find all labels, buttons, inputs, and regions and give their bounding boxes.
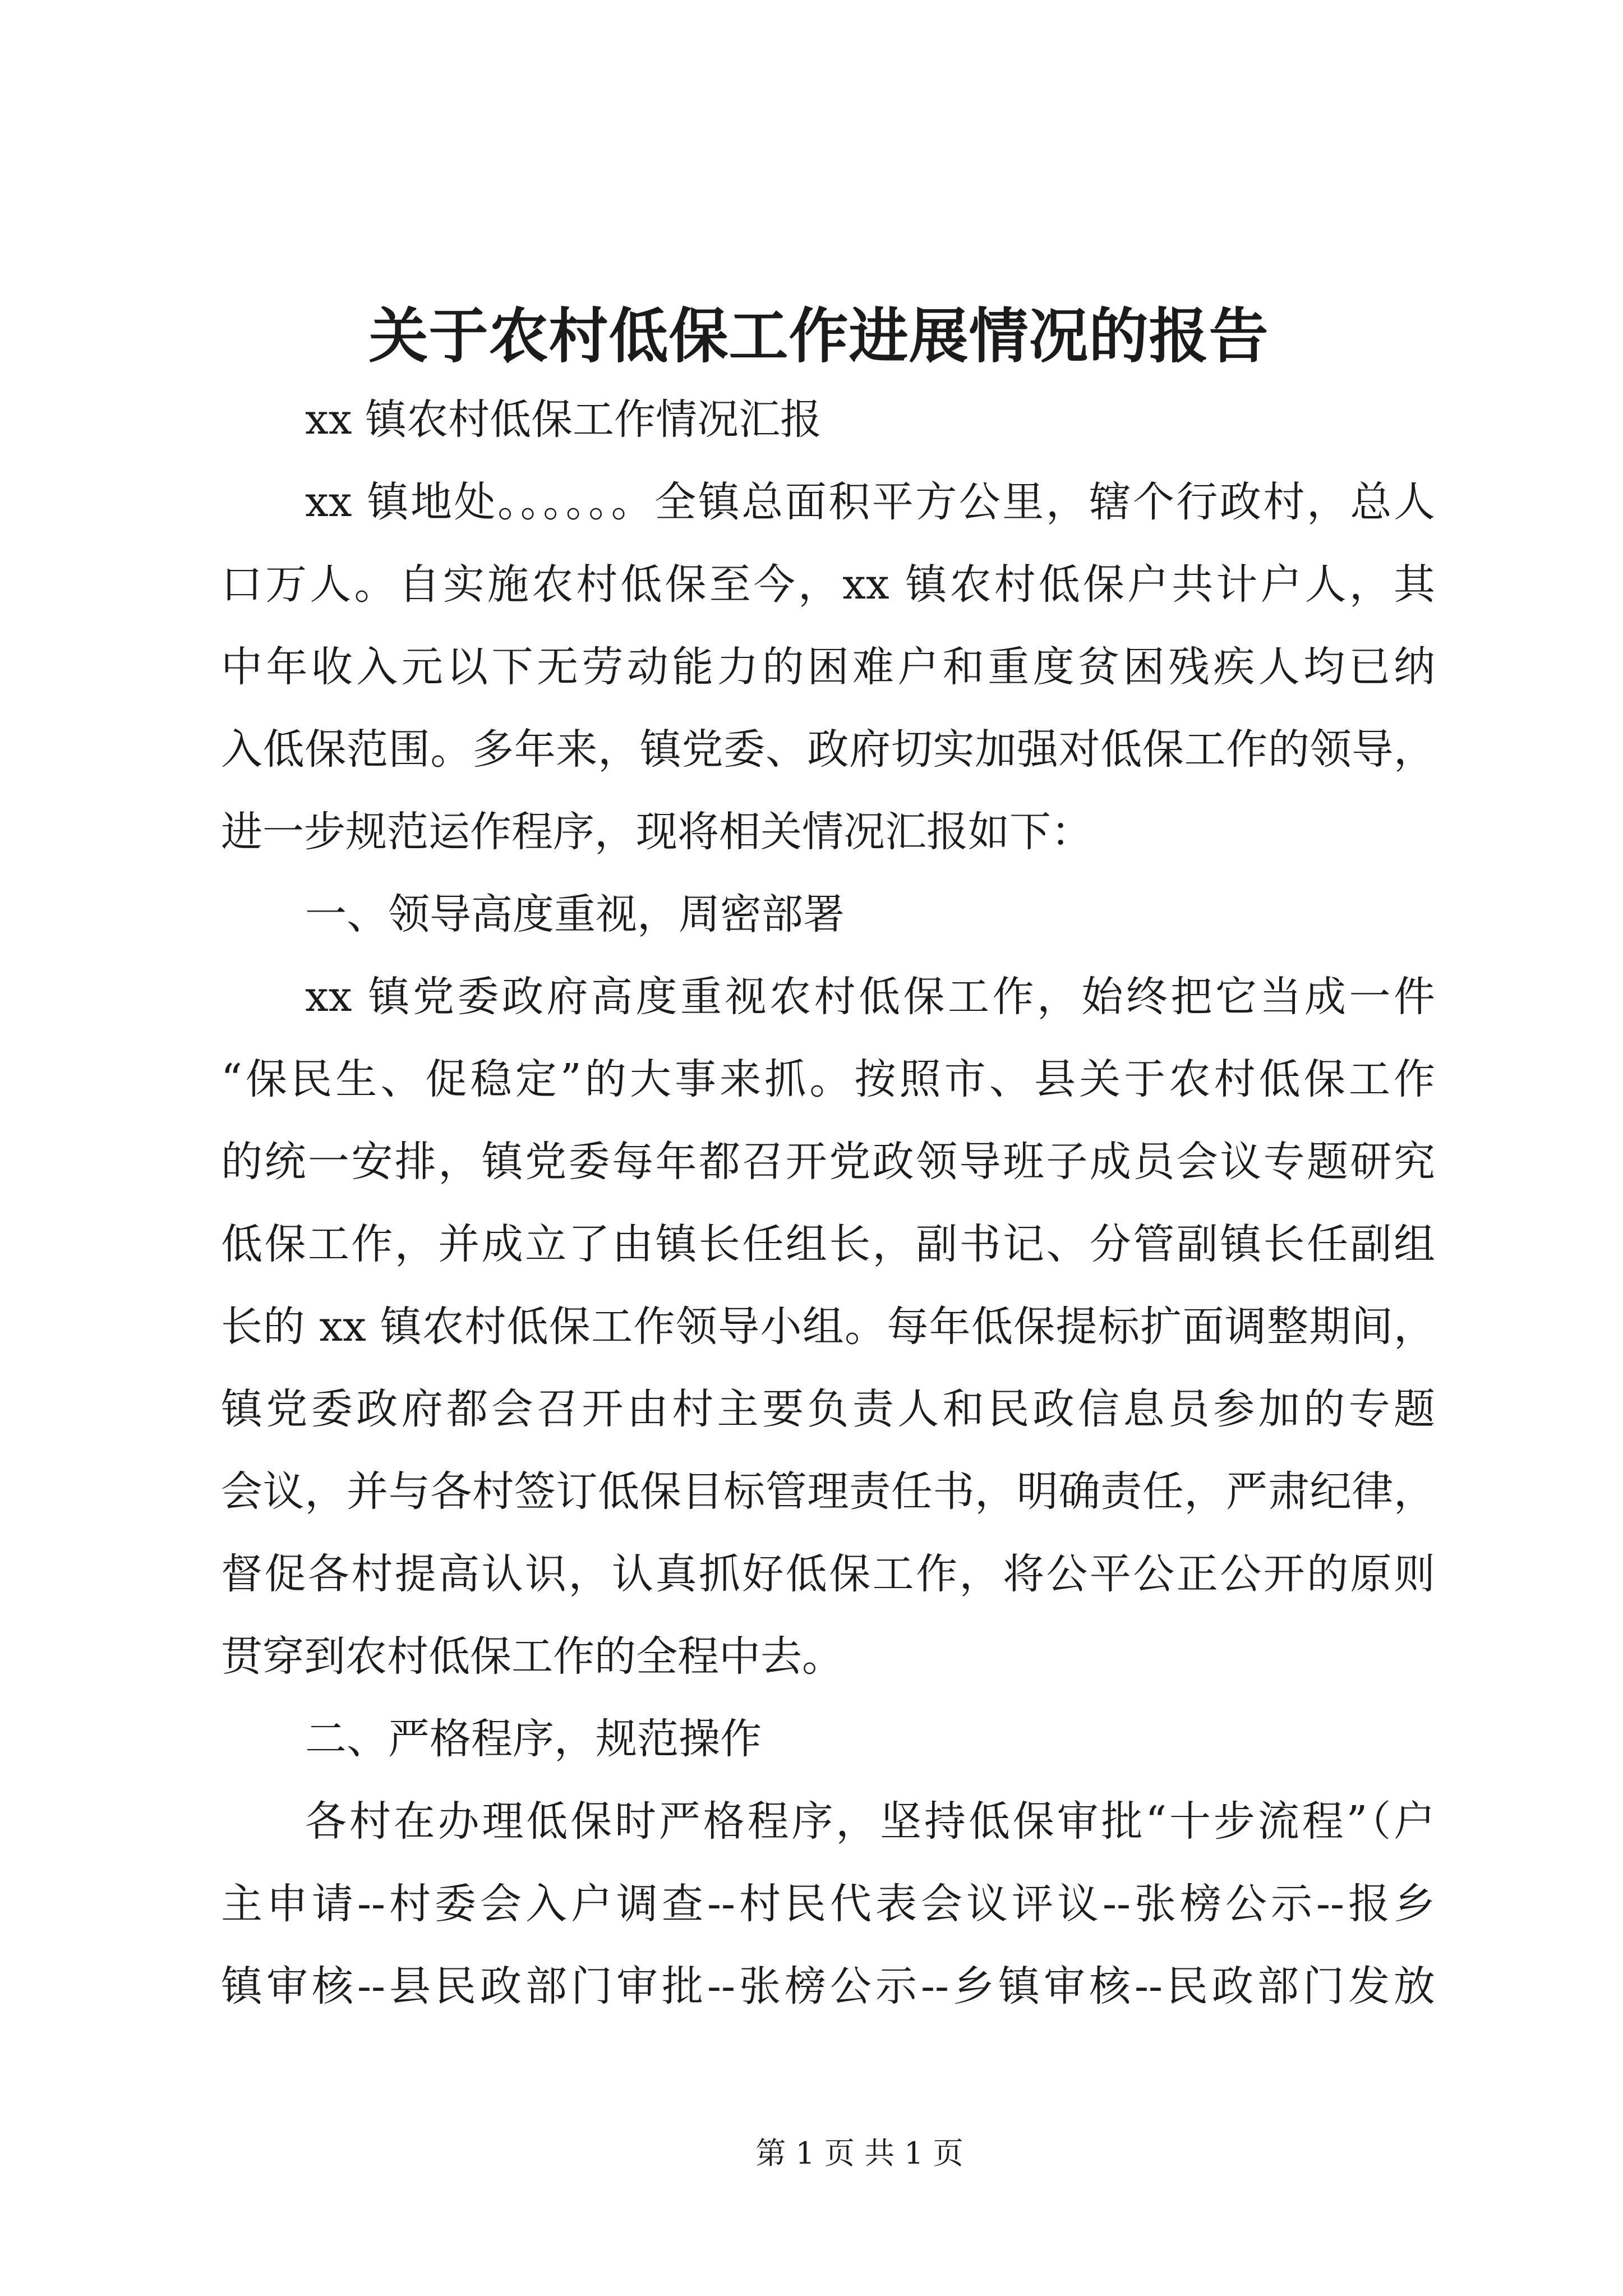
body-line: 贯穿到农村低保工作的全程中去。 xyxy=(221,1632,843,1681)
page-footer: 第 1 页 共 1 页 xyxy=(755,2136,963,2171)
section-heading: 二、严格程序，规范操作 xyxy=(305,1715,762,1763)
body-line: 低保工作，并成立了由镇长任组长，副书记、分管副镇长任副组 xyxy=(221,1220,1435,1268)
document-body xyxy=(221,379,1435,2028)
body-line: 口万人。自实施农村低保至今，xx 镇农村低保户共计户人，其 xyxy=(221,560,1435,609)
body-line: 督促各村提高认识，认真抓好低保工作，将公平公正公开的原则 xyxy=(221,1550,1435,1598)
body-line: “保民生、促稳定”的大事来抓。按照市、县关于农村低保工作 xyxy=(221,1055,1435,1103)
body-line: 长的 xx 镇农村低保工作领导小组。每年低保提标扩面调整期间， xyxy=(221,1303,1435,1351)
body-line: xx 镇地处。。。。。。全镇总面积平方公里，辖个行政村，总人 xyxy=(305,478,1435,526)
body-line: 入低保范围。多年来，镇党委、政府切实加强对低保工作的领导， xyxy=(221,725,1435,774)
body-line: 镇审核--县民政部门审批--张榜公示--乡镇审核--民政部门发放 xyxy=(221,1962,1435,2010)
body-line: 镇党委政府都会召开由村主要负责人和民政信息员参加的专题 xyxy=(221,1385,1435,1433)
section-heading: 一、领导高度重视，周密部署 xyxy=(305,890,845,938)
body-line: 中年收入元以下无劳动能力的困难户和重度贫困残疾人均已纳 xyxy=(221,643,1435,691)
body-line: xx 镇党委政府高度重视农村低保工作，始终把它当成一件 xyxy=(305,973,1435,1021)
body-line: 进一步规范运作程序，现将相关情况汇报如下： xyxy=(221,808,1092,856)
body-line: 主申请--村委会入户调查--村民代表会议评议--张榜公示--报乡 xyxy=(221,1880,1435,1928)
body-line: 会议，并与各村签订低保目标管理责任书，明确责任，严肃纪律， xyxy=(221,1467,1435,1516)
section-subtitle: xx 镇农村低保工作情况汇报 xyxy=(305,395,822,444)
body-line: 各村在办理低保时严格程序，坚持低保审批“十步流程”（户 xyxy=(305,1797,1435,1846)
body-line: 的统一安排，镇党委每年都召开党政领导班子成员会议专题研究 xyxy=(221,1138,1435,1186)
document-title: 关于农村低保工作进展情况的报告 xyxy=(368,301,1269,371)
